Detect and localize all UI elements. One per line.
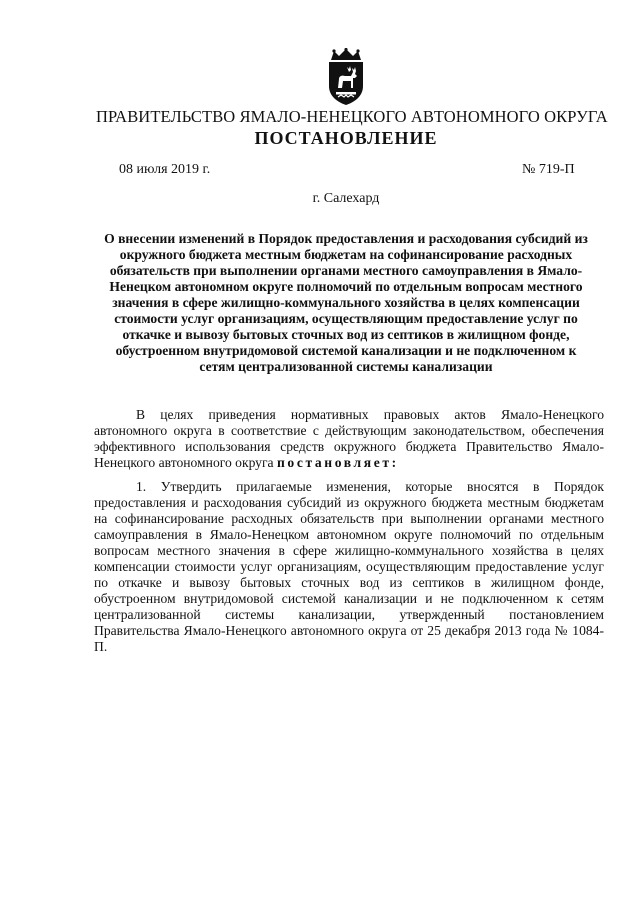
government-name: ПРАВИТЕЛЬСТВО ЯМАЛО-НЕНЕЦКОГО АВТОНОМНОГО ОКРУГА [96,107,608,126]
resolves-keyword: постановляет: [277,455,399,470]
document-number: № 719-П [522,162,575,177]
document-city: г. Салехард [312,191,380,206]
coat-of-arms-icon [325,48,367,106]
intro-text: В целях приведения нормативных правовых актов Ямало-Ненецкого автономного округа в соответствие с действующим законодательством, обеспечения эффективного использования средств окружного бюджета Правительство Ямало-Ненецкого автономного округа [94,407,604,470]
document-title: О внесении изменений в Порядок предоставления и расходования субсидий из окружного бюджета местным бюджетам на софинансирование расходных обязательств при выполнении органами местного самоуправления в Ямало-Ненецком автономном округе полномочий по отдельным вопросам местного значения в сфере жилищно-коммунального хозяйства в целях компенсации стоимости услуг организациям, осуществляющим предоставление услуг по откачке и вывозу бытовых сточных вод из септиков в жилищном фонде, обустроенном внутридомовой системой канализации и не подключенном к сетям централизованной системы канализации [104,231,588,374]
document-date: 08 июля 2019 г. [119,162,211,177]
document-type: ПОСТАНОВЛЕНИЕ [254,128,438,148]
item-1-paragraph: 1. Утвердить прилагаемые изменения, которые вносятся в Порядок предоставления и расходования субсидий из окружного бюджета местным бюджетам на софинансирование расходных обязательств при выполнении органами местного самоуправления в Ямало-Ненецком автономном округе полномочий по отдельным вопросам местного значения в сфере жилищно-коммунального хозяйства в целях компенсации стоимости услуг организациям, осуществляющим предоставление услуг по откачке и вывозу бытовых сточных вод из септиков в жилищном фонде, обустроенном внутридомовой системой канализации и не подключенном к сетям централизованной системы канализации, утвержденный постановлением Правительства Ямало-Ненецкого автономного округа от 25 декабря 2013 года № 1084-П. [94,479,604,654]
intro-paragraph [94,407,604,471]
